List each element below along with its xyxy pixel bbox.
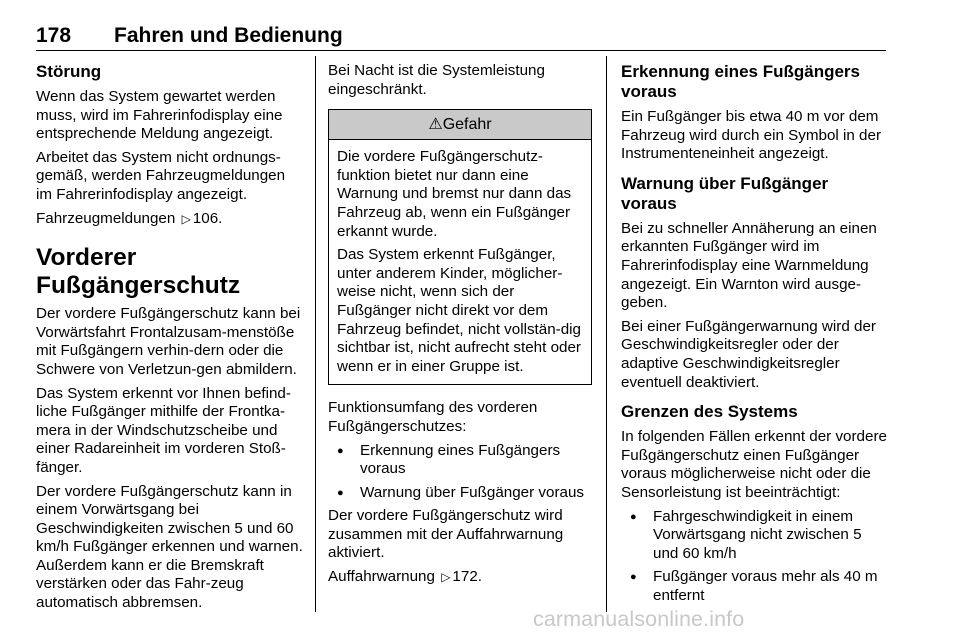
page-number: 178 [36,24,72,47]
header-rule [36,50,886,51]
column-divider-2 [606,56,607,612]
paragraph: Der vordere Fußgängerschutz kann in einem Vorwärtsgang bei Geschwindigkeiten zwischen 5 und 60 km/h Fußgänger erkennen und warnen. Außerdem kann er die Bremskraft verstärken oder das Fahr-zeug automatisch abbremsen. [36,482,303,612]
paragraph: Der vordere Fußgängerschutz kann bei Vorwärtsfahrt Frontalzusam-menstöße mit Fußgängern verhin-dern oder die Schwere von Verletzun-gen abmildern. [36,305,301,378]
column-1 [36,62,304,618]
paragraph: Das System erkennt vor Ihnen befind-liche Fußgänger mithilfe der Frontka-mera in der Windschutzscheibe und einer Radareinheit im vorderen Stoß-fänger. [36,384,291,476]
list-item: ● Warnung über Fußgänger voraus [328,484,592,503]
paragraph: Der vordere Fußgängerschutz wird zusammen mit der Auffahrwarnung aktiviert. [328,507,564,562]
section-heading: Vorderer Fußgängerschutz [36,244,241,300]
page-header [36,24,343,48]
cross-reference-paragraph [328,568,592,587]
paragraph: Bei zu schneller Annäherung an einen erkannten Fußgänger wird im Fahrerinfodisplay eine Warnmeldung angezeigt. Ein Warnton wird ausge-geben. [621,219,877,312]
paragraph: Bei einer Fußgängerwarnung wird der Geschwindigkeitsregler oder der adaptive Geschwindigkeitsregler eventuell deaktiviert. [621,317,876,391]
chapter-title: Fahren und Bedienung [114,24,343,47]
page-ref-arrow-icon: ▷ [181,211,191,226]
column-3 [621,62,887,610]
paragraph: Arbeitet das System nicht ordnungs-gemäß, werden Fahrzeugmeldungen im Fahrerinfodisplay angezeigt. [36,148,286,203]
list-item: ● Fußgänger voraus mehr als 40 m entfernt [621,568,887,605]
warning-paragraph: Die vordere Fußgängerschutz-funktion bietet nur dann eine Warnung und bremst nur dann das Fahrzeug ab, wenn ein Fußgänger erkannt wurde. [337,148,572,240]
subheading: Erkennung eines Fußgängers voraus [621,62,860,101]
function-list [328,442,592,503]
list-item: ● Erkennung eines Fußgängers voraus [328,442,592,479]
warning-title: Gefahr [442,116,492,134]
reference-text: Fahrzeugmeldungen [36,209,176,227]
reference-text: Auffahrwarnung [328,568,435,586]
subheading: Warnung über Fußgänger voraus [621,173,829,213]
warning-body [329,140,591,384]
warning-header [329,110,591,140]
limitations-list [621,508,887,606]
paragraph: Wenn das System gewartet werden muss, wird im Fahrerinfodisplay eine entsprechende Meldung angezeigt. [36,88,283,143]
warning-paragraph: Das System erkennt Fußgänger, unter anderem Kinder, möglicher-weise nicht, wenn sich der Fußgänger nicht direkt vor dem Fahrzeug befindet, nicht vollstän-dig sichtbar ist, nicht aufrecht steht oder wenn er in einer Gruppe ist. [337,246,581,375]
heading-stoerung: Störung [36,62,102,81]
warning-triangle-icon: ⚠ [428,116,443,134]
column-2 [328,62,592,592]
paragraph: Funktionsumfang des vorderen Fußgängerschutzes: [328,399,538,435]
reference-page: 106. [192,209,223,227]
warning-box [328,109,592,385]
paragraph: In folgenden Fällen erkennt der vordere Fußgängerschutz einen Fußgänger voraus möglicherweise nicht oder die Sensorleistung ist beeinträchtigt: [621,428,887,501]
cross-reference-paragraph [36,210,304,229]
reference-page: 172. [452,568,482,586]
column-divider-1 [315,56,316,612]
page-ref-arrow-icon: ▷ [441,570,451,585]
subheading: Grenzen des Systems [621,402,798,422]
paragraph: Bei Nacht ist die Systemleistung eingeschränkt. [328,62,545,98]
watermark: carmanualsonline.info [533,607,745,631]
paragraph: Ein Fußgänger bis etwa 40 m vor dem Fahrzeug wird durch ein Symbol in der Instrumenteneinheit angezeigt. [621,108,881,163]
list-item: ● Fahrgeschwindigkeit in einem Vorwärtsgang nicht zwischen 5 und 60 km/h [621,508,887,564]
